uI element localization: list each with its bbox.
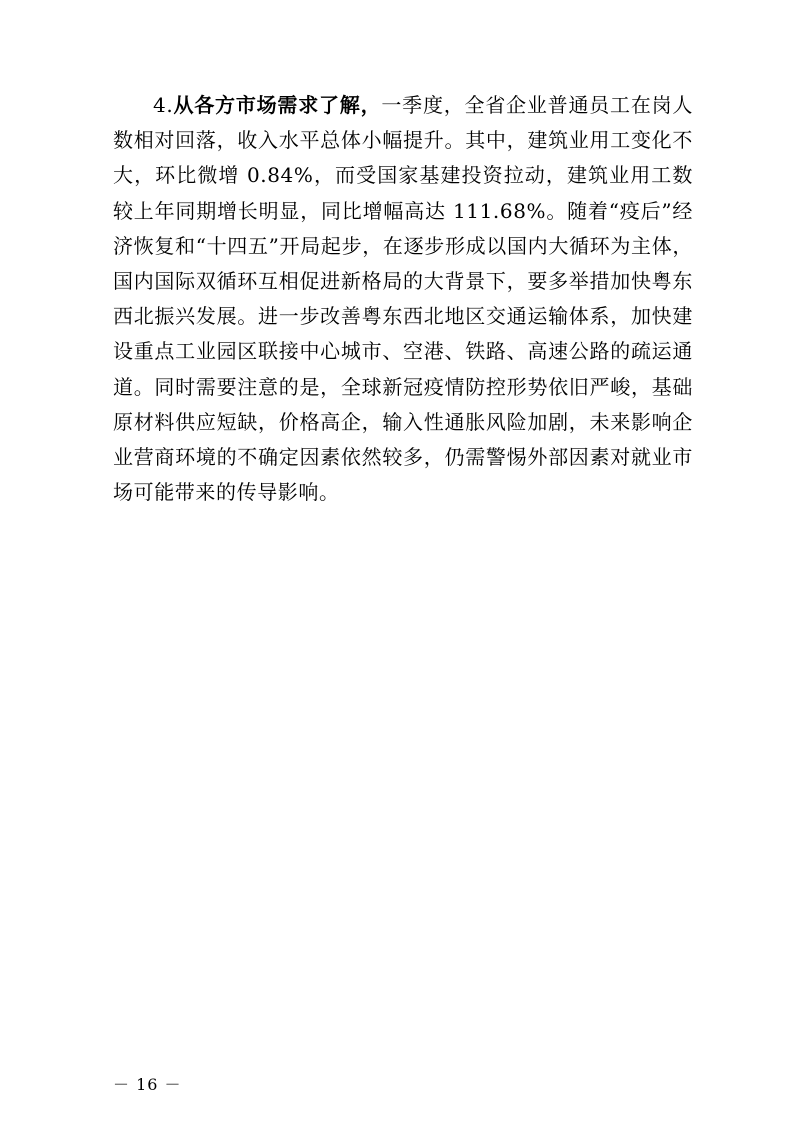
paragraph-lead-heading: 从各方市场需求了解，	[173, 93, 382, 117]
page-number: － 16 －	[113, 1075, 182, 1094]
paragraph-body-text: 一季度，全省企业普通员工在岗人数相对回落，收入水平总体小幅提升。其中，建筑业用工变化不大，环比微增 0.84%，而受国家基建投资拉动，建筑业用工数较上年同期增长明显，同比增幅高达 111.68%。随着“疫后”经济恢复和“十四五”开局起步，在逐步形成以国内大循环为主体，国内国际双循环互相促进新格局的大背景下，要多举措加快粤东西北振兴发展。进一步改善粤东西北地区交通运输体系，加快建设重点工业园区联接中心城市、空港、铁路、高速公路的疏运通道。同时需要注意的是，全球新冠疫情防控形势依旧严峻，基础原材料供应短缺，价格高企，输入性通胀风险加剧，未来影响企业营商环境的不确定因素依然较多，仍需警惕外部因素对就业市场可能带来的传导影响。	[113, 93, 694, 505]
body-paragraph	[113, 88, 693, 510]
paragraph-number: 4.	[153, 93, 174, 117]
